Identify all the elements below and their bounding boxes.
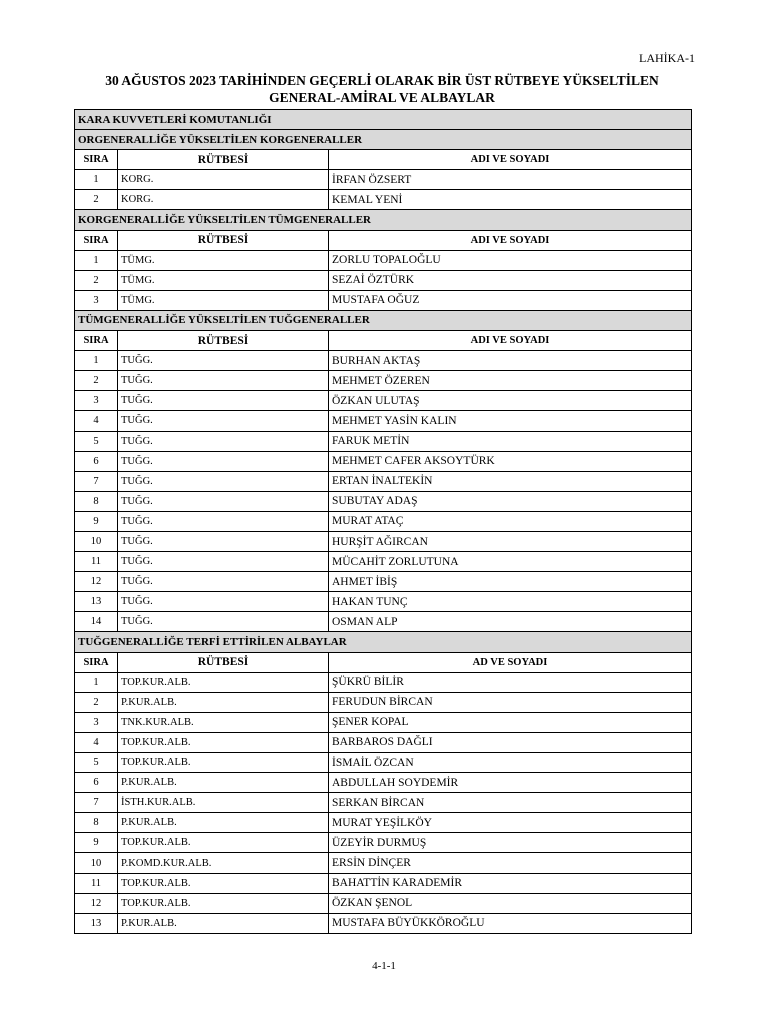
row-rank: TUĞG.	[118, 431, 329, 451]
section-heading: KORGENERALLİĞE YÜKSELTİLEN TÜMGENERALLER	[75, 210, 692, 230]
row-rank: TUĞG.	[118, 391, 329, 411]
table-row	[75, 391, 692, 411]
row-rank: TÜMG.	[118, 270, 329, 290]
command-heading: KARA KUVVETLERİ KOMUTANLIĞI	[75, 110, 692, 130]
column-header-rank: RÜTBESİ	[118, 652, 329, 672]
row-rank: TOP.KUR.ALB.	[118, 873, 329, 893]
row-rank: TUĞG.	[118, 592, 329, 612]
row-name: AHMET İBİŞ	[329, 572, 692, 592]
table-row	[75, 491, 692, 511]
row-number: 3	[75, 712, 118, 732]
table-row	[75, 511, 692, 531]
row-number: 1	[75, 170, 118, 190]
row-rank: TÜMG.	[118, 250, 329, 270]
table-row	[75, 592, 692, 612]
row-rank: P.KOMD.KUR.ALB.	[118, 853, 329, 873]
table-row	[75, 531, 692, 551]
section-heading-row	[75, 130, 692, 150]
row-rank: TOP.KUR.ALB.	[118, 672, 329, 692]
row-number: 9	[75, 833, 118, 853]
row-name: ÜZEYİR DURMUŞ	[329, 833, 692, 853]
row-rank: TUĞG.	[118, 612, 329, 632]
document-title	[74, 72, 690, 106]
section-heading-row	[75, 632, 692, 652]
row-name: İRFAN ÖZSERT	[329, 170, 692, 190]
row-name: FARUK METİN	[329, 431, 692, 451]
row-rank: TUĞG.	[118, 371, 329, 391]
row-number: 11	[75, 552, 118, 572]
row-number: 10	[75, 531, 118, 551]
row-rank: TÜMG.	[118, 290, 329, 310]
row-name: SEZAİ ÖZTÜRK	[329, 270, 692, 290]
section-heading-row	[75, 310, 692, 330]
row-number: 2	[75, 371, 118, 391]
row-number: 4	[75, 732, 118, 752]
column-header-no: SIRA	[75, 230, 118, 250]
row-name: BAHATTİN KARADEMİR	[329, 873, 692, 893]
row-number: 12	[75, 572, 118, 592]
row-number: 2	[75, 270, 118, 290]
row-name: ABDULLAH SOYDEMİR	[329, 773, 692, 793]
row-rank: İSTH.KUR.ALB.	[118, 793, 329, 813]
section-heading: ORGENERALLİĞE YÜKSELTİLEN KORGENERALLER	[75, 130, 692, 150]
row-number: 8	[75, 813, 118, 833]
row-rank: TOP.KUR.ALB.	[118, 893, 329, 913]
row-name: İSMAİL ÖZCAN	[329, 753, 692, 773]
row-name: HAKAN TUNÇ	[329, 592, 692, 612]
row-rank: TNK.KUR.ALB.	[118, 712, 329, 732]
row-name: ŞÜKRÜ BİLİR	[329, 672, 692, 692]
row-name: ÖZKAN ŞENOL	[329, 893, 692, 913]
column-header-no: SIRA	[75, 150, 118, 170]
section-heading-row	[75, 210, 692, 230]
row-name: ERSİN DİNÇER	[329, 853, 692, 873]
row-name: FERUDUN BİRCAN	[329, 692, 692, 712]
table-row	[75, 793, 692, 813]
row-name: BARBAROS DAĞLI	[329, 732, 692, 752]
table-row	[75, 873, 692, 893]
row-number: 6	[75, 773, 118, 793]
table-row	[75, 692, 692, 712]
row-number: 3	[75, 391, 118, 411]
row-number: 8	[75, 491, 118, 511]
table-row	[75, 250, 692, 270]
row-number: 1	[75, 250, 118, 270]
column-header-row	[75, 150, 692, 170]
table-row	[75, 290, 692, 310]
row-name: KEMAL YENİ	[329, 190, 692, 210]
table-row	[75, 773, 692, 793]
row-name: SERKAN BİRCAN	[329, 793, 692, 813]
column-header-name: AD VE SOYADI	[329, 652, 692, 672]
row-rank: TUĞG.	[118, 572, 329, 592]
column-header-rank: RÜTBESİ	[118, 150, 329, 170]
column-header-name: ADI VE SOYADI	[329, 230, 692, 250]
table-row	[75, 170, 692, 190]
table-row	[75, 471, 692, 491]
row-number: 2	[75, 190, 118, 210]
row-rank: KORG.	[118, 190, 329, 210]
command-row	[75, 110, 692, 130]
row-rank: P.KUR.ALB.	[118, 773, 329, 793]
column-header-rank: RÜTBESİ	[118, 331, 329, 351]
row-rank: TUĞG.	[118, 491, 329, 511]
column-header-no: SIRA	[75, 652, 118, 672]
column-header-name: ADI VE SOYADI	[329, 331, 692, 351]
row-name: MUSTAFA OĞUZ	[329, 290, 692, 310]
row-rank: P.KUR.ALB.	[118, 913, 329, 933]
row-name: ERTAN İNALTEKİN	[329, 471, 692, 491]
row-rank: TUĞG.	[118, 471, 329, 491]
row-name: ŞENER KOPAL	[329, 712, 692, 732]
table-row	[75, 270, 692, 290]
row-name: MUSTAFA BÜYÜKKÖROĞLU	[329, 913, 692, 933]
row-number: 5	[75, 431, 118, 451]
column-header-row	[75, 331, 692, 351]
table-row	[75, 612, 692, 632]
row-rank: TUĞG.	[118, 552, 329, 572]
row-rank: TOP.KUR.ALB.	[118, 732, 329, 752]
row-number: 7	[75, 471, 118, 491]
row-rank: P.KUR.ALB.	[118, 692, 329, 712]
table-row	[75, 190, 692, 210]
annex-label: LAHİKA-1	[639, 51, 695, 65]
row-number: 11	[75, 873, 118, 893]
row-name: MURAT YEŞİLKÖY	[329, 813, 692, 833]
row-name: MÜCAHİT ZORLUTUNA	[329, 552, 692, 572]
row-name: MEHMET ÖZEREN	[329, 371, 692, 391]
table-row	[75, 893, 692, 913]
table-row	[75, 712, 692, 732]
row-rank: TUĞG.	[118, 351, 329, 371]
row-number: 7	[75, 793, 118, 813]
row-number: 10	[75, 853, 118, 873]
row-name: MEHMET YASİN KALIN	[329, 411, 692, 431]
table-row	[75, 572, 692, 592]
row-number: 12	[75, 893, 118, 913]
row-name: BURHAN AKTAŞ	[329, 351, 692, 371]
column-header-row	[75, 652, 692, 672]
page-number: 4-1-1	[372, 960, 396, 972]
table-row	[75, 853, 692, 873]
column-header-name: ADI VE SOYADI	[329, 150, 692, 170]
table-row	[75, 732, 692, 752]
row-rank: TOP.KUR.ALB.	[118, 753, 329, 773]
row-number: 13	[75, 913, 118, 933]
column-header-row	[75, 230, 692, 250]
row-name: MEHMET CAFER AKSOYTÜRK	[329, 451, 692, 471]
title-line-2: GENERAL-AMİRAL VE ALBAYLAR	[269, 90, 495, 105]
table-row	[75, 672, 692, 692]
row-number: 3	[75, 290, 118, 310]
table-row	[75, 411, 692, 431]
row-rank: TOP.KUR.ALB.	[118, 833, 329, 853]
row-name: HURŞİT AĞIRCAN	[329, 531, 692, 551]
row-number: 13	[75, 592, 118, 612]
row-name: SUBUTAY ADAŞ	[329, 491, 692, 511]
section-heading: TUĞGENERALLİĞE TERFİ ETTİRİLEN ALBAYLAR	[75, 632, 692, 652]
table-row	[75, 451, 692, 471]
row-name: ZORLU TOPALOĞLU	[329, 250, 692, 270]
section-heading: TÜMGENERALLİĞE YÜKSELTİLEN TUĞGENERALLER	[75, 310, 692, 330]
row-rank: TUĞG.	[118, 511, 329, 531]
row-rank: TUĞG.	[118, 411, 329, 431]
table-row	[75, 431, 692, 451]
row-name: MURAT ATAÇ	[329, 511, 692, 531]
row-rank: KORG.	[118, 170, 329, 190]
table-row	[75, 371, 692, 391]
row-number: 2	[75, 692, 118, 712]
row-number: 4	[75, 411, 118, 431]
row-rank: P.KUR.ALB.	[118, 813, 329, 833]
row-number: 5	[75, 753, 118, 773]
table-row	[75, 833, 692, 853]
table-row	[75, 753, 692, 773]
table-row	[75, 351, 692, 371]
table-row	[75, 813, 692, 833]
column-header-no: SIRA	[75, 331, 118, 351]
row-name: OSMAN ALP	[329, 612, 692, 632]
promotion-table	[74, 109, 692, 934]
row-number: 1	[75, 351, 118, 371]
row-number: 6	[75, 451, 118, 471]
title-line-1: 30 AĞUSTOS 2023 TARİHİNDEN GEÇERLİ OLARAK BİR ÜST RÜTBEYE YÜKSELTİLEN	[105, 73, 659, 88]
row-number: 1	[75, 672, 118, 692]
row-name: ÖZKAN ULUTAŞ	[329, 391, 692, 411]
row-number: 9	[75, 511, 118, 531]
table-row	[75, 913, 692, 933]
table-row	[75, 552, 692, 572]
column-header-rank: RÜTBESİ	[118, 230, 329, 250]
row-number: 14	[75, 612, 118, 632]
row-rank: TUĞG.	[118, 451, 329, 471]
row-rank: TUĞG.	[118, 531, 329, 551]
